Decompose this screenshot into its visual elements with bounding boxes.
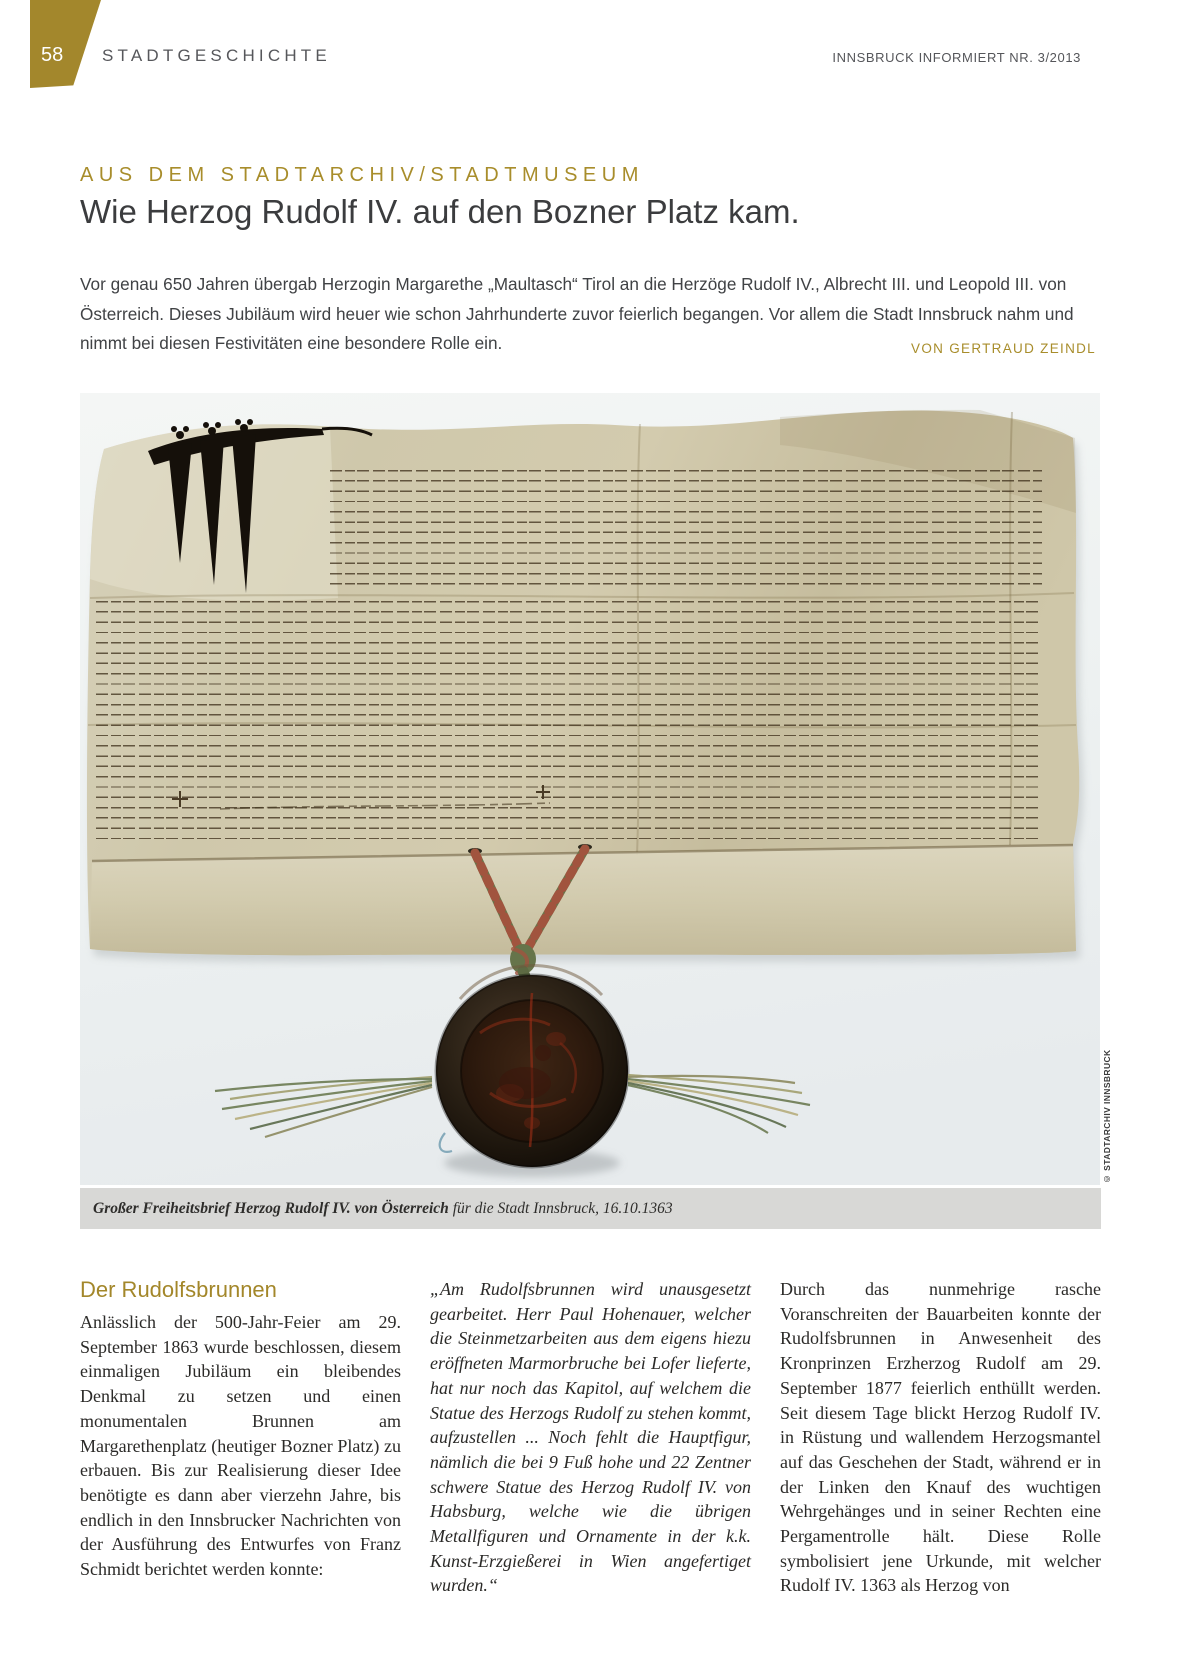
column-1 bbox=[80, 1277, 401, 1598]
article-lead: Vor genau 650 Jahren übergab Herzogin Margarethe „Maultasch“ Tirol an die Herzöge Rudolf IV., Albrecht III. und Leopold III. von Österreich. Dieses Jubiläum wird heuer wie schon Jahrhunderte zuvor feierlich begangen. Vor allem die Stadt Innsbruck nahm und nimmt bei diesen Festivitäten eine besondere Rolle ein. bbox=[80, 274, 1074, 353]
caption-bold-part: Großer Freiheitsbrief Herzog Rudolf IV. von Österreich bbox=[93, 1199, 449, 1217]
section-title: STADTGESCHICHTE bbox=[102, 46, 331, 65]
handwriting-lines-upper bbox=[330, 463, 1042, 593]
handwriting-lines-lower bbox=[96, 592, 1040, 844]
column-heading: Der Rudolfsbrunnen bbox=[80, 1277, 277, 1302]
article-byline: VON GERTRAUD ZEINDL bbox=[911, 341, 1096, 356]
page-number: 58 bbox=[41, 44, 64, 66]
article-kicker: AUS DEM STADTARCHIV/STADTMUSEUM bbox=[80, 164, 644, 186]
text-columns bbox=[80, 1277, 1101, 1598]
photo-credit: © STADTARCHIV INNSBRUCK bbox=[1102, 1049, 1112, 1184]
article-title: Wie Herzog Rudolf IV. auf den Bozner Platz kam. bbox=[80, 193, 800, 230]
column-3 bbox=[780, 1277, 1101, 1598]
figure-caption bbox=[80, 1188, 1101, 1229]
column-text-quote: „Am Rudolfsbrunnen wird unausgesetzt gearbeitet. Herr Paul Hohenauer, welcher die Steinmetzarbeiten aus dem eigens hiezu eröffneten Marmorbruche bei Lofer lieferte, hat nur noch das Kapitol, auf welchem die Statue des Herzogs Rudolf zu stehen kommt, aufzustellen ... Noch fehlt die Hauptfigur, nämlich die bei 9 Fuß hohe und 22 Zentner schwere Statue des Herzog Rudolf IV. von Habsburg, welche wie die übrigen Metallfiguren und Ornamente in der k.k. Kunst-Erzgießerei in Wien angefertiget wurden.“ bbox=[430, 1279, 751, 1596]
column-text: Durch das nunmehrige rasche Voranschreiten der Bauarbeiten konnte der Rudolfsbrunnen in Anwesenheit des Kronprinzen Erzherzog Rudolf am 29. September 1877 feierlich enthüllt werden. Seit diesem Tage blickt Herzog Rudolf IV. in Rüstung und wallendem Herzogsmantel auf das Geschehen der Stadt, während er in der Linken den Knauf des wuchtigen Wehrgehänges und in seiner Rechten eine Pergamentrolle hält. Diese Rolle symbolisiert jene Urkunde, mit welcher Rudolf IV. 1363 als Herzog von bbox=[780, 1279, 1101, 1596]
caption-regular-part: für die Stadt Innsbruck, 16.10.1363 bbox=[448, 1199, 673, 1217]
column-text: Anlässlich der 500-Jahr-Feier am 29. September 1863 wurde beschlossen, diesem einmaligen Jubiläum ein bleibendes Denkmal zu setzen und einen monumentalen Brunnen am Margarethenplatz (heutiger Bozner Platz) zu erbauen. Bis zur Realisierung dieser Idee benötigte es dann aber vierzehn Jahre, bis endlich in den Innsbrucker Nachrichten von der Ausführung des Entwurfes von Franz Schmidt berichtet werden konnte: bbox=[80, 1312, 401, 1580]
issue-label: INNSBRUCK INFORMIERT NR. 3/2013 bbox=[832, 50, 1081, 65]
column-2 bbox=[430, 1277, 751, 1598]
document-photo bbox=[80, 393, 1100, 1185]
parchment-plica-fold bbox=[90, 845, 1076, 955]
